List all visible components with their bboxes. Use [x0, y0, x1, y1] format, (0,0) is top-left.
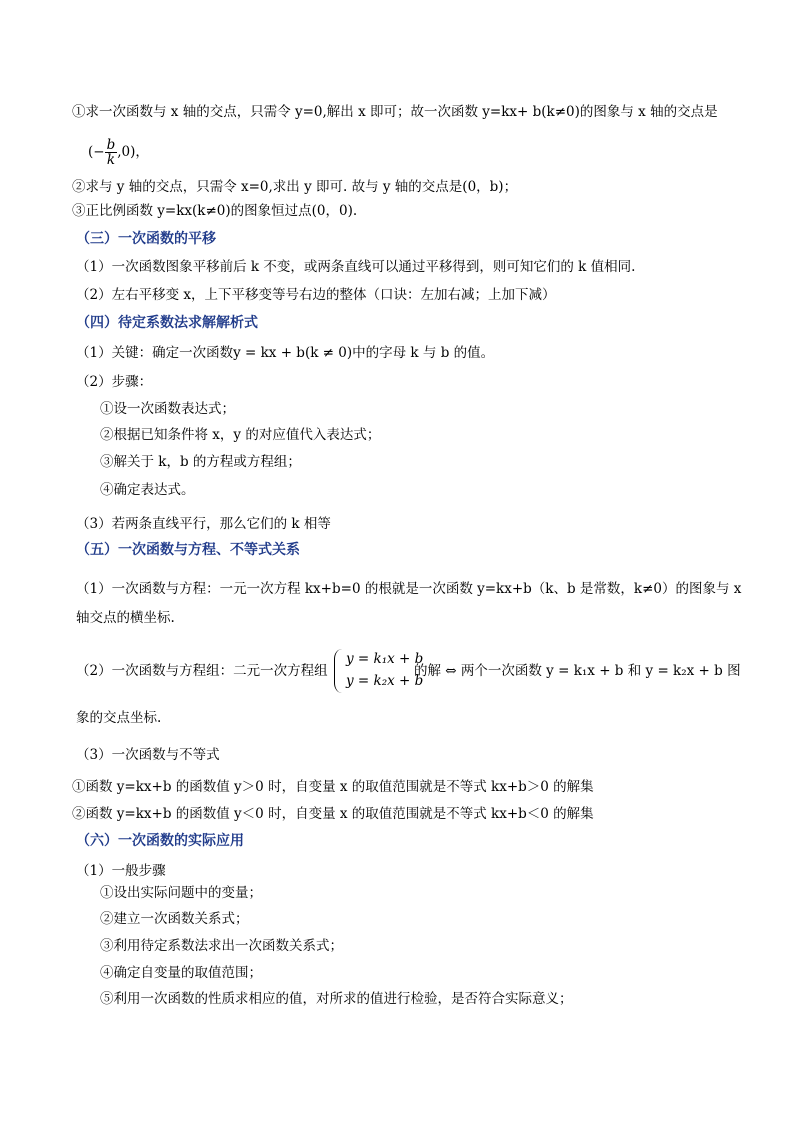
line-3: ②求与 y 轴的交点，只需令 x=0,求出 y 即可. 故与 y 轴的交点是(0，b)；: [72, 179, 518, 195]
brace: [334, 649, 343, 693]
app-step-2: ②建立一次函数关系式；: [100, 911, 249, 927]
line-16-suffix: 的解 ⇔ 两个一次函数 y = k₁x + b 和 y = k₂x + b 图: [414, 663, 741, 679]
line-2-suffix: ,0)，: [117, 144, 149, 160]
line-2-prefix: (−: [88, 144, 105, 160]
equation-system: [334, 649, 424, 693]
line-16-prefix: （2）一次函数与方程组：二元一次方程组: [76, 663, 328, 679]
line-21: （1）一般步骤: [76, 863, 166, 879]
app-step-5: ⑤利用一次函数的性质求相应的值，对所求的值进行检验，是否符合实际意义；: [100, 991, 573, 1007]
line-6: （2）左右平移变 x，上下平移变等号右边的整体（口诀：左加右减；上加下减）: [76, 287, 556, 303]
step-3: ③解关于 k，b 的方程或方程组；: [100, 454, 301, 470]
line-18: （3）一次函数与不等式: [76, 747, 220, 763]
line-2: [88, 138, 149, 167]
fraction-b-over-k: [105, 138, 118, 167]
line-1: ①求一次函数与 x 轴的交点，只需令 y=0,解出 x 即可；故一次函数 y=kx+ b(k≠0)的图象与 x 轴的交点是: [72, 104, 718, 120]
line-14: （1）一次函数与方程：一元一次方程 kx+b=0 的根就是一次函数 y=kx+b（k、b 是常数，k≠0）的图象与 x: [76, 581, 742, 597]
app-step-4: ④确定自变量的取值范围；: [100, 965, 262, 981]
line-5: （1）一次函数图象平移前后 k 不变，或两条直线可以通过平移得到，则可知它们的 k 值相同.: [76, 259, 636, 275]
line-15: 轴交点的横坐标.: [76, 610, 175, 626]
app-step-3: ③利用待定系数法求出一次函数关系式；: [100, 938, 343, 954]
heading-section-4: （四）待定系数法求解解析式: [76, 315, 258, 331]
system-equation-2: y = k₂x + b: [346, 673, 424, 689]
fraction-numerator: b: [106, 137, 116, 153]
app-step-1: ①设出实际问题中的变量；: [100, 885, 262, 901]
line-17: 象的交点坐标.: [76, 710, 162, 726]
fraction-denominator: k: [106, 152, 116, 168]
line-7: （1）关键：确定一次函数y = kx + b(k ≠ 0)中的字母 k 与 b 的值。: [76, 345, 495, 361]
heading-section-5: （五）一次函数与方程、不等式关系: [76, 542, 300, 558]
system-equation-1: y = k₁x + b: [346, 651, 424, 667]
line-4: ③正比例函数 y=kx(k≠0)的图象恒过点(0，0).: [72, 203, 358, 219]
line-20: ②函数 y=kx+b 的函数值 y＜0 时，自变量 x 的取值范围就是不等式 kx+b＜0 的解集: [72, 806, 594, 822]
heading-section-6: （六）一次函数的实际应用: [76, 833, 244, 849]
line-8: （2）步骤：: [76, 374, 153, 390]
heading-section-3: （三）一次函数的平移: [76, 231, 216, 247]
line-13: （3）若两条直线平行，那么它们的 k 相等: [76, 516, 331, 532]
step-1: ①设一次函数表达式；: [100, 401, 235, 417]
line-19: ①函数 y=kx+b 的函数值 y＞0 时，自变量 x 的取值范围就是不等式 kx+b＞0 的解集: [72, 779, 594, 795]
step-2: ②根据已知条件将 x，y 的对应值代入表达式；: [100, 427, 381, 443]
step-4: ④确定表达式。: [100, 482, 195, 498]
